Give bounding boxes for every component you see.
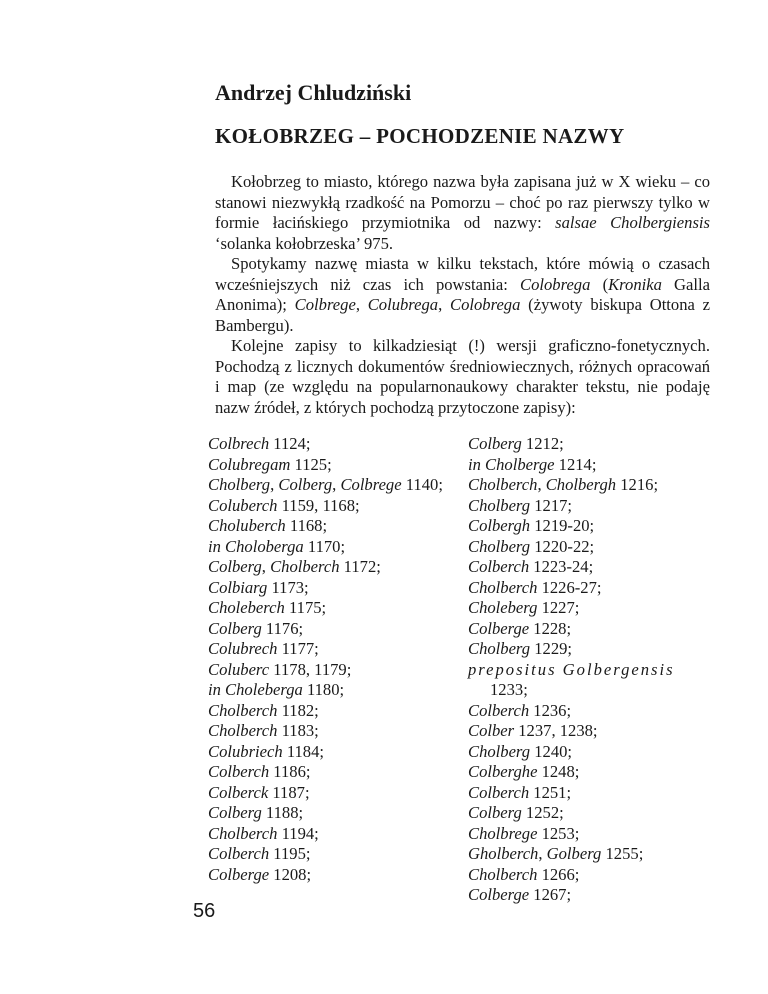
article-body	[215, 172, 710, 418]
name-record-item: Colberch 1195;	[208, 844, 311, 863]
name-record-item: Cholberch, Cholbergh 1216;	[468, 475, 659, 494]
name-record-item: Colberck 1187;	[208, 782, 310, 802]
name-record-item: in Cholberge 1214;	[468, 454, 597, 474]
name-record-item: Colberch 1251;	[468, 782, 572, 802]
name-record-item: Cholberch 1183;	[208, 721, 319, 740]
name-record-item: Colberge 1228;	[468, 618, 572, 638]
name-record-item: Choleberch 1175;	[208, 598, 327, 617]
name-records-left-column	[208, 434, 453, 885]
name-record-item: Cholberch 1226-27;	[468, 577, 602, 597]
page-number: 56	[193, 900, 216, 922]
name-record-item: Coluberch 1159, 1168;	[208, 495, 360, 515]
name-record-item: Colberg 1212;	[468, 434, 564, 453]
name-record-item: Choluberch 1168;	[208, 516, 328, 535]
name-record-item: Cholberg 1229;	[468, 639, 573, 658]
name-record-item: Colberg, Cholberch 1172;	[208, 557, 381, 576]
name-record-item: in Choleberga 1180;	[208, 680, 345, 699]
article-title: KOŁOBRZEG – POCHODZENIE NAZWY	[215, 124, 625, 148]
paragraph: Kolejne zapisy to kilkadziesiąt (!) wersji graficzno-fonetycznych. Pochodzą z licznych dokumentów średniowiecznych, różnych opracowań i map (ze względu na popularnonaukowy charakter tekstu, nie podaję nazw źródeł, z których pochodzą przytoczone zapisy):	[215, 336, 710, 417]
name-record-item: Colberg 1176;	[208, 618, 304, 638]
name-record-item: Colubriech 1184;	[208, 741, 325, 761]
name-record-item: Cholbrege 1253;	[468, 823, 580, 843]
name-record-item: Colbiarg 1173;	[208, 577, 309, 597]
name-record-item: Colbergh 1219-20;	[468, 516, 595, 535]
paragraph: Kołobrzeg to miasto, którego nazwa była zapisana już w X wieku – co stanowi niezwykłą rzadkość na Pomorzu – choć po raz pierwszy tylko w formie łacińskiego przymiotnika od nazwy: salsae Cholbergiensis ‘solanka kołobrzeska’ 975.	[215, 172, 710, 253]
name-record-item: Cholberg 1220-22;	[468, 536, 595, 556]
name-record-item: Cholberg 1217;	[468, 495, 573, 515]
name-record-item: Colberch 1236;	[468, 700, 572, 720]
name-record-item: Colberge 1208;	[208, 864, 312, 884]
name-record-item: Colubrech 1177;	[208, 639, 319, 658]
name-record-item: prepositus Golbergensis 1233;	[468, 659, 675, 699]
name-records-right-column	[468, 434, 713, 906]
name-record-item: Cholberch 1194;	[208, 823, 319, 843]
paragraph: Spotykamy nazwę miasta w kilku tekstach, które mówią o czasach wcześniejszych niż czas ich powstania: Colobrega (Kronika Galla Anonima); Colbrege, Colubrega, Colobrega (żywoty biskupa Ottona z Bambergu).	[215, 254, 711, 335]
name-record-item: Colberghe 1248;	[468, 762, 580, 781]
name-record-item: Colberch 1186;	[208, 762, 311, 781]
name-record-item: Gholberch, Golberg 1255;	[468, 844, 644, 863]
name-record-item: Cholberg 1240;	[468, 741, 573, 761]
name-record-item: Colbrech 1124;	[208, 434, 311, 453]
name-record-item: in Choloberga 1170;	[208, 536, 346, 556]
name-record-item: Choleberg 1227;	[468, 598, 580, 617]
name-record-item: Colubregam 1125;	[208, 454, 332, 474]
name-record-item: Colberge 1267;	[468, 885, 572, 904]
name-record-item: Cholberch 1182;	[208, 700, 319, 720]
name-record-item: Coluberc 1178, 1179;	[208, 659, 352, 679]
name-record-item: Colberg 1252;	[468, 803, 564, 822]
name-record-item: Colberg 1188;	[208, 803, 304, 822]
name-record-item: Colberch 1223-24;	[468, 557, 594, 576]
name-record-item: Cholberg, Colberg, Colbrege 1140;	[208, 475, 443, 494]
name-record-item: Cholberch 1266;	[468, 864, 580, 884]
author-name: Andrzej Chludziński	[215, 80, 412, 105]
name-record-item: Colber 1237, 1238;	[468, 721, 598, 740]
